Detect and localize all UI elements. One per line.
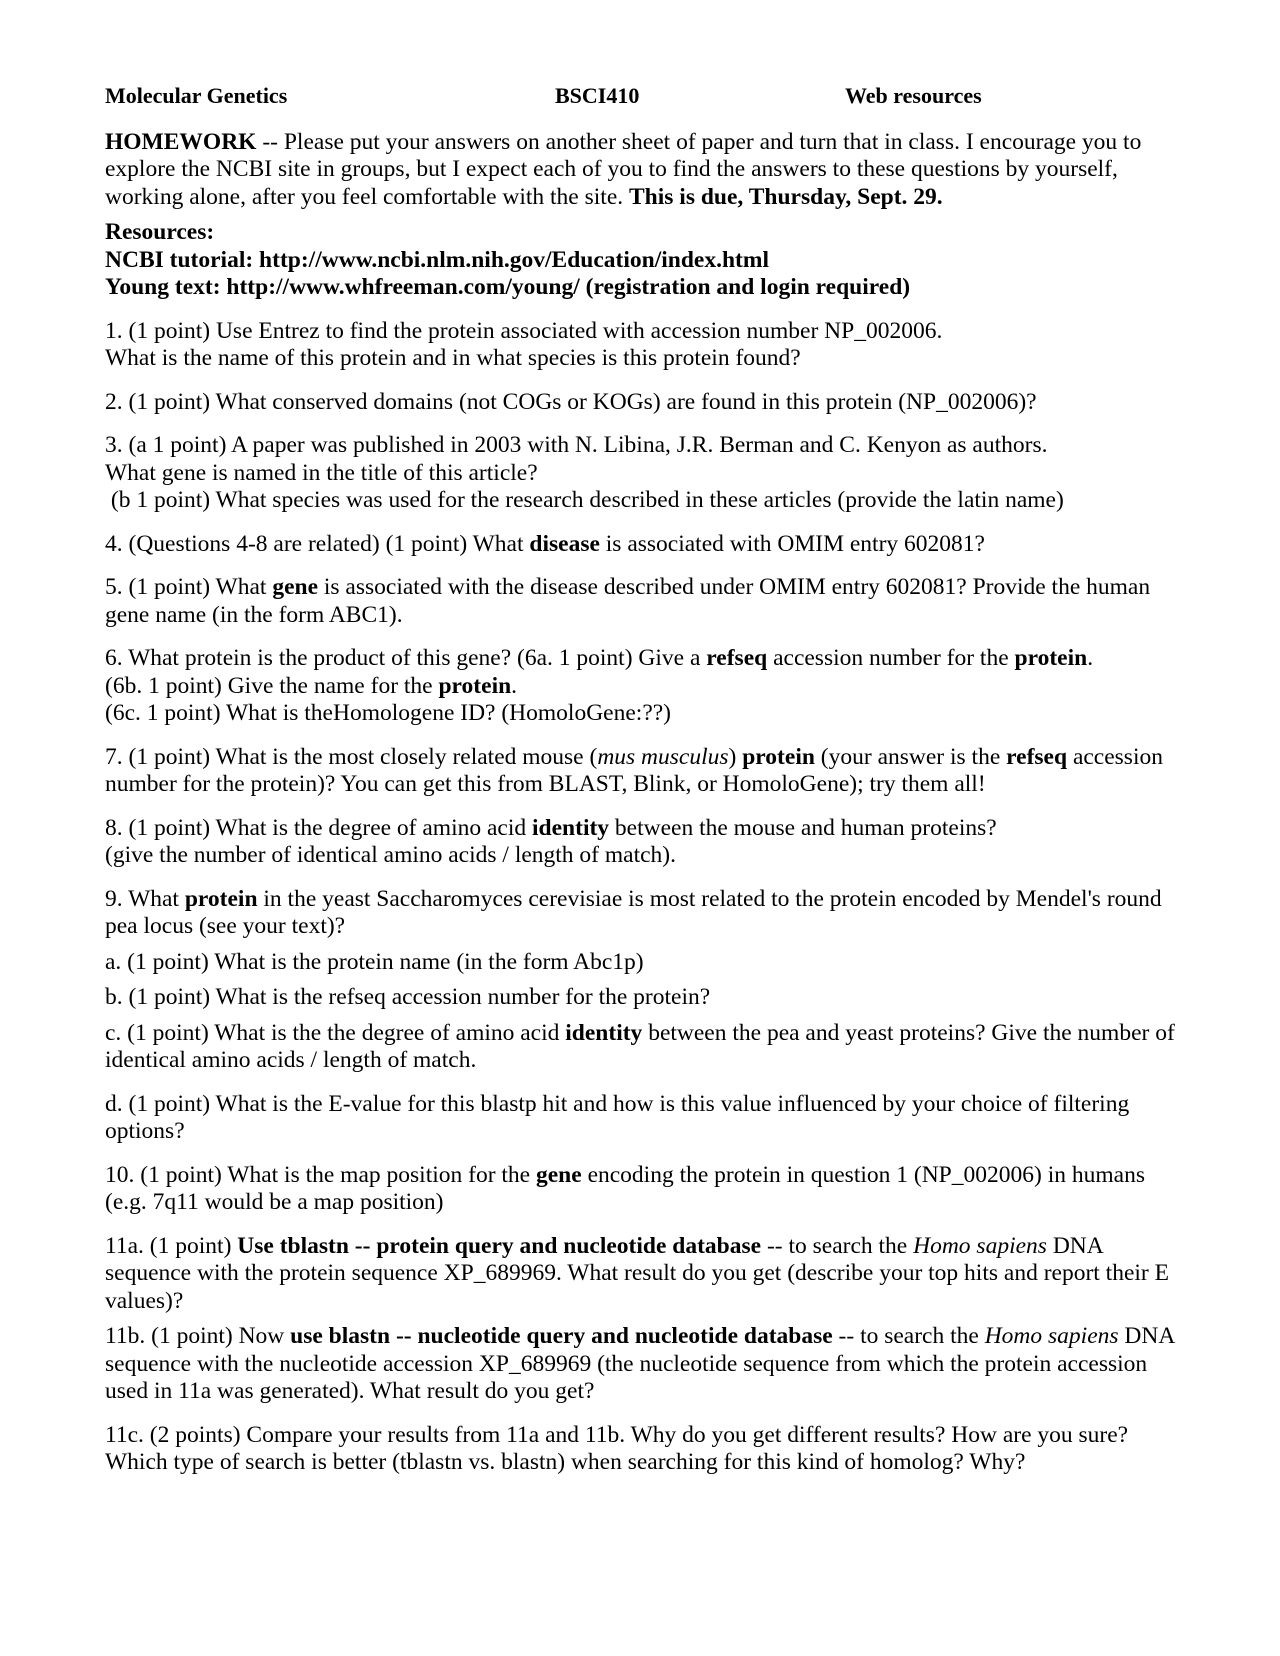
question-3b: (b 1 point) What species was used for the research described in these articles (provide the latin name) — [105, 487, 1064, 513]
question-6-text: 6. What protein is the product of this gene? (6a. 1 point) Give a — [105, 645, 707, 671]
question-11b-species: Homo sapiens — [984, 1323, 1119, 1349]
document-page — [105, 82, 1180, 1493]
question-10-text-end: encoding the protein in question 1 (NP_002006) in humans (e.g. 7q11 would be a map position) — [105, 1161, 1145, 1215]
question-7-text-mid: (your answer is the — [814, 743, 1007, 770]
question-9 — [105, 886, 1180, 941]
question-9-text-end: in the yeast Saccharomyces cerevisiae is most related to the protein encoded by Mendel's round pea locus (see your text)? — [105, 885, 1162, 939]
question-11b-text-mid: -- to search the — [832, 1323, 985, 1349]
resources-label: Resources: — [105, 219, 215, 245]
question-7-text: 7. (1 point) What is the most closely related mouse ( — [105, 743, 598, 770]
question-4-text: 4. (Questions 4-8 are related) (1 point) What — [105, 530, 530, 557]
due-date: This is due, Thursday, Sept. 29. — [629, 183, 943, 210]
question-4-keyword: disease — [529, 530, 600, 557]
question-10 — [105, 1162, 1180, 1217]
question-10-text: 10. (1 point) What is the map position for the — [105, 1161, 536, 1188]
question-4 — [105, 531, 1180, 559]
question-7-text-end: accession number for the protein)? You can get this from BLAST, Blink, or HomoloGene); try them all! — [105, 743, 1163, 797]
question-11b-text-end: DNA sequence with the nucleotide accession XP_689969 (the nucleotide sequence from which the protein accession used in 11a was generated). What result do you get? — [105, 1323, 1175, 1404]
question-6b-period: . — [511, 672, 518, 699]
question-8 — [105, 815, 1180, 870]
question-8-line-2: (give the number of identical amino acids / length of match). — [105, 842, 676, 868]
question-6c: (6c. 1 point) What is theHomologene ID? (HomoloGene:??) — [105, 700, 672, 726]
homework-text: -- Please put your answers on another sheet of paper and turn that in class. I encourage you to explore the NCBI site in groups, but I expect each of you to find the answers to these questions by yourself, working alone, after you feel comfortable with the site. — [105, 128, 1142, 210]
course-title: Molecular Genetics — [105, 83, 288, 108]
question-11b — [105, 1323, 1180, 1406]
question-11a-text-mid: -- to search the — [761, 1232, 914, 1259]
question-9-text: 9. What — [105, 885, 185, 912]
question-6-keyword-refseq: refseq — [706, 645, 768, 671]
question-6-text-mid: accession number for the — [767, 645, 1015, 671]
question-7-keyword-protein: protein — [742, 743, 815, 770]
question-3a-line-2: What gene is named in the title of this article? — [105, 459, 538, 486]
question-9c-text: c. (1 point) What is the the degree of amino acid — [105, 1019, 566, 1046]
question-4-text-end: is associated with OMIM entry 602081? — [599, 530, 985, 557]
question-11a-keyword: Use tblastn -- protein query and nucleotide database — [237, 1232, 762, 1259]
question-6b-text: (6b. 1 point) Give the name for the — [105, 672, 439, 699]
question-8-text-end: between the mouse and human proteins? — [609, 814, 997, 841]
question-6 — [105, 645, 1180, 728]
document-header — [105, 82, 1180, 110]
question-3 — [105, 432, 1180, 515]
question-5 — [105, 574, 1180, 629]
question-9-keyword: protein — [184, 885, 258, 912]
question-10-keyword: gene — [536, 1161, 582, 1188]
question-11c: 11c. (2 points) Compare your results from 11a and 11b. Why do you get different results? How are you sure? Which type of search is better (tblastn vs. blastn) when searching for this kind of homolog? Why? — [105, 1421, 1129, 1475]
question-5-text: 5. (1 point) What — [105, 574, 273, 600]
question-11a-species: Homo sapiens — [913, 1232, 1047, 1259]
question-9c — [105, 1020, 1180, 1075]
question-6-period: . — [1087, 645, 1094, 671]
question-7-keyword-refseq: refseq — [1006, 743, 1068, 770]
question-8-keyword: identity — [532, 814, 610, 841]
question-9d: d. (1 point) What is the E-value for this blastp hit and how is this value influenced by your choice of filtering options? — [105, 1090, 1130, 1144]
question-3a-line-1: 3. (a 1 point) A paper was published in 2003 with N. Libina, J.R. Berman and C. Kenyon as authors. — [105, 432, 1048, 458]
question-2: 2. (1 point) What conserved domains (not COGs or KOGs) are found in this protein (NP_002006)? — [105, 388, 1037, 415]
homework-instructions — [105, 129, 1180, 212]
question-9a: a. (1 point) What is the protein name (in the form Abc1p) — [105, 948, 644, 975]
resources-block — [105, 219, 1180, 302]
question-6-keyword-protein: protein — [1014, 645, 1088, 671]
question-1 — [105, 318, 1180, 373]
question-7 — [105, 744, 1180, 799]
question-1-line-2: What is the name of this protein and in what species is this protein found? — [105, 345, 801, 371]
course-code: BSCI410 — [555, 83, 640, 108]
question-11b-text: 11b. (1 point) Now — [105, 1323, 291, 1349]
question-5-text-end: is associated with the disease described under OMIM entry 602081? Provide the human gene name (in the form ABC1). — [105, 574, 1151, 628]
question-6b-keyword: protein — [438, 672, 512, 699]
ncbi-tutorial-link: NCBI tutorial: http://www.ncbi.nlm.nih.gov/Education/index.html — [105, 246, 769, 273]
question-9c-keyword: identity — [565, 1019, 643, 1046]
question-11a-text: 11a. (1 point) — [105, 1232, 238, 1259]
question-7-paren: ) — [728, 743, 743, 770]
question-11a-text-end: DNA sequence with the protein sequence XP_689969. What result do you get (describe your top hits and report their E values)? — [105, 1232, 1169, 1314]
question-8-text: 8. (1 point) What is the degree of amino acid — [105, 814, 533, 841]
document-topic: Web resources — [845, 83, 982, 108]
question-5-keyword: gene — [272, 574, 318, 600]
question-11a — [105, 1233, 1180, 1316]
question-1-line-1: 1. (1 point) Use Entrez to find the protein associated with accession number NP_002006. — [105, 317, 943, 344]
young-text-link: Young text: http://www.whfreeman.com/young/ (registration and login required) — [105, 274, 911, 300]
question-7-species: mus musculus — [597, 743, 729, 770]
homework-label: HOMEWORK — [105, 128, 257, 155]
question-9b: b. (1 point) What is the refseq accession number for the protein? — [105, 984, 711, 1010]
question-11b-keyword: use blastn -- nucleotide query and nucleotide database — [290, 1323, 833, 1349]
question-9c-text-end: between the pea and yeast proteins? Give the number of identical amino acids / length of match. — [105, 1019, 1175, 1073]
